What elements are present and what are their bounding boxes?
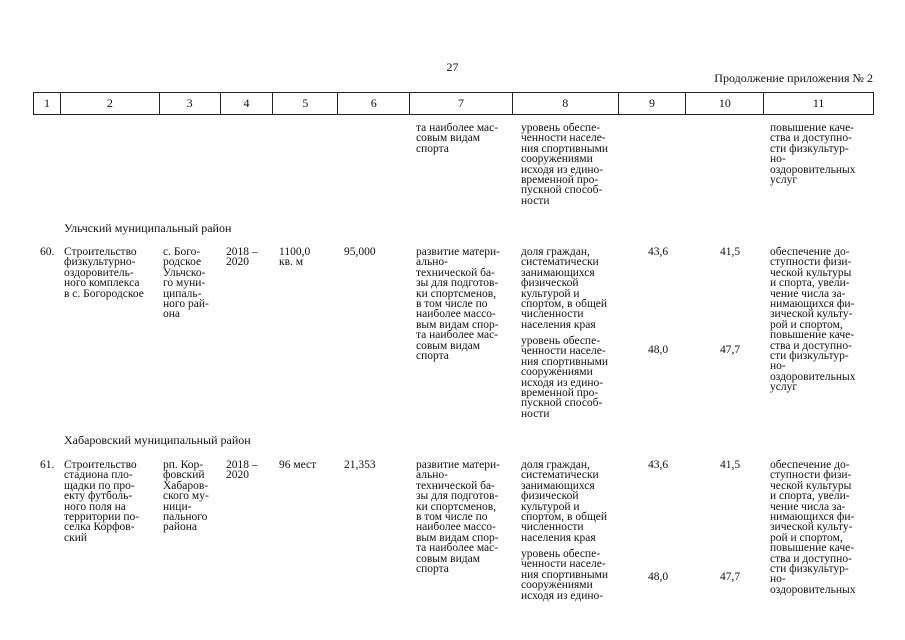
row60-place: с. Бого- родское Ульчско- го муни- ципаль- ного рай- она [163,246,209,321]
row60-value-9a: 43,6 [648,246,669,258]
row61-value-9a: 43,6 [648,459,669,471]
col-header-5: 5 [273,93,338,114]
page-number: 27 [446,60,459,74]
col-header-11: 11 [812,96,825,110]
row61-value-10a: 41,5 [720,459,741,471]
col-header-2: 2 [61,93,160,114]
row60-purpose: развитие матери- ально- технической ба- зы для подготов- ки спортсменов, в том числе по наиболее массо- вым видам спор- та наиболее мас- совым видам спорта [416,246,501,363]
row60-indicator-1: доля граждан, систематически занимающихся физической культурой и спортом, в общей численности населения края [521,246,608,331]
col-header-8: 8 [513,93,619,114]
row61-cost: 21,353 [344,459,376,471]
col-header-7: 7 [410,93,513,114]
section-heading-khabarovsky: Хабаровский муниципальный район [64,433,251,447]
row61-name: Строительство стадиона пло- щадки по про- екту футболь- ного поля на территории по- селка Корфов- ский [64,459,140,544]
row60-result: обеспечение до- ступности физи- ческой культуры и спорта, увели- чение числа за- нимающихся фи- зической культу- рой и спортом, повышение каче- ства и доступно- сти физкультур- но- оздоровительных услуг [770,246,856,394]
prev-row-indicator: уровень обеспе- ченности населе- ния спортивными сооружениями исходя из едино- временной про- пускной способ- ности [521,122,609,207]
row61-purpose: развитие матери- ально- технической ба- зы для подготов- ки спортсменов, в том числе по наиболее массо- вым видам спор- та наиболее мас- совым видам спорта [416,459,501,576]
row60-value-10b: 47,7 [720,344,741,356]
row61-result: обеспечение до- ступности физи- ческой культуры и спорта, увели- чение числа за- нимающихся фи- зической культу- рой и спортом, повышение каче- ства и доступно- сти физкультур- но- оздоровительных [770,459,856,596]
prev-row-purpose: та наиболее мас- совым видам спорта [416,122,499,155]
row61-number: 61. [40,459,55,471]
continuation-label: Продолжение приложения № 2 [714,71,873,85]
row60-cost: 95,000 [344,246,376,258]
col-header-4: 4 [221,93,274,114]
row60-years: 2018 – 2020 [226,246,258,269]
row61-indicator-2: уровень обеспе- ченности населе- ния спортивными сооружениями исходя из едино- [521,548,609,602]
row60-number: 60. [40,246,55,258]
row60-indicator-2: уровень обеспе- ченности населе- ния спортивными сооружениями исходя из едино- временной про- пускной способ- ности [521,335,609,420]
prev-row-result: повышение каче- ства и доступно- сти физкультур- но- оздоровительных услуг [770,122,856,187]
col-header-3: 3 [160,93,221,114]
row61-value-9b: 48,0 [648,571,669,583]
row61-years: 2018 – 2020 [226,459,258,482]
col-header-6: 6 [338,93,410,114]
col-header-1: 1 [34,93,61,114]
col-header-10: 10 [686,93,764,114]
row61-value-10b: 47,7 [720,571,741,583]
row60-value-10a: 41,5 [720,246,741,258]
col-header-9: 9 [619,93,687,114]
section-heading-ulchsky: Ульчский муниципальный район [64,221,232,235]
row60-value-9b: 48,0 [648,344,669,356]
table-header [33,92,874,115]
row60-name: Строительство физкультурно- оздоровитель- ного комплекса в с. Богородское [64,246,144,300]
row60-capacity: 1100,0 кв. м [279,246,311,269]
row61-indicator-1: доля граждан, систематически занимающихся физической культурой и спортом, в общей численности населения края [521,459,608,544]
row61-place: рп. Кор- фовский Хабаров- ского му- ници- пального района [163,459,209,534]
row61-capacity: 96 мест [279,459,317,471]
